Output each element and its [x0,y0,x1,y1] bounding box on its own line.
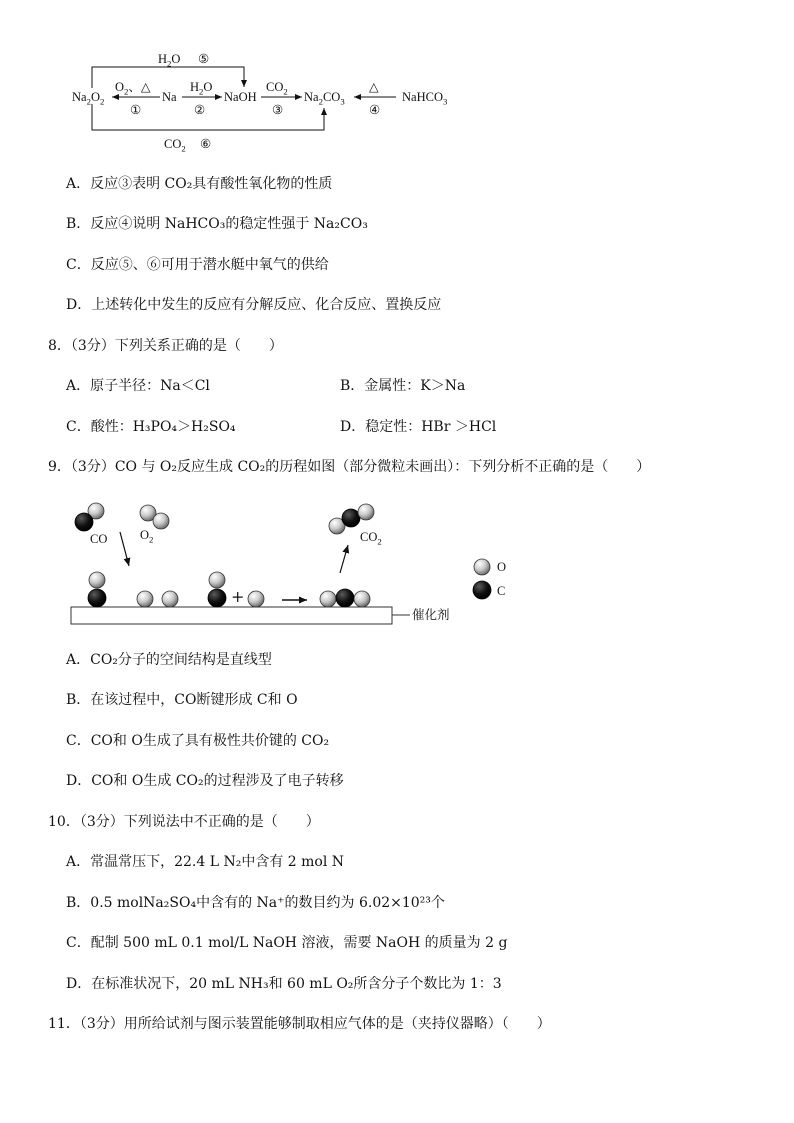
atom-o [137,591,153,607]
atom-c [208,589,226,607]
legend-c-label: C [497,584,506,598]
atom-o [354,591,370,607]
desorption-arrow [340,545,348,573]
atom-o [153,513,169,529]
q9-option-c: C．CO和 O生成了具有极性共价键的 CO₂ [66,733,330,749]
atom-c [336,589,354,607]
adsorption-arrow [120,532,129,566]
node-na2o2: $Na_2O_2$ [72,90,105,107]
label-r1-cond: $O_2$、△ [115,80,151,97]
catalyst-surface [71,607,392,624]
legend-c-swatch [473,581,491,599]
q7-option-b: B．反应④说明 NaHCO₃的稳定性强于 Na₂CO₃ [66,216,368,232]
atom-o [358,504,374,520]
atom-c [342,509,360,527]
label-r1-num: ① [130,103,142,117]
node-nahco3: NaHCO$_3$ [402,90,448,107]
label-catalyst: 催化剂 [412,607,450,622]
label-top-reagent: $H_2O$ [158,52,181,69]
atom-o [209,572,225,588]
q10-option-d: D．在标准状况下，20 mL NH₃和 60 mL O₂所含分子个数比为 1：3 [66,976,502,992]
q7-option-d: D．上述转化中发生的反应有分解反应、化合反应、置换反应 [66,297,442,313]
atom-c [75,513,93,531]
q7-option-c: C．反应⑤、⑥可用于潜水艇中氧气的供给 [66,257,329,273]
label-r4-num: ④ [369,103,381,117]
label-co2: $CO_2$ [360,530,382,547]
node-naoh: NaOH [224,90,257,104]
q9-option-d: D．CO和 O生成 CO₂的过程涉及了电子转移 [66,773,344,789]
q9-option-b: B．在该过程中，CO断键形成 C和 O [66,692,298,708]
label-top-num: ⑤ [198,52,210,66]
label-r4-cond: △ [369,80,379,94]
atom-o [162,591,178,607]
label-co: CO [90,532,108,546]
label-bottom-num: ⑥ [200,137,212,151]
atom-o [89,572,105,588]
q8-stem: 8．（3分）下列关系正确的是（ ） [48,338,283,354]
q10-option-a: A．常温常压下，22.4 L N₂中含有 2 mol N [66,854,345,870]
atom-o [248,591,264,607]
label-o2: $O_2$ [140,528,154,545]
q10-option-c: C．配制 500 mL 0.1 mol/L NaOH 溶液，需要 NaOH 的质量为 2 g [66,935,508,951]
label-r3-num: ③ [272,103,284,117]
atom-c [88,589,106,607]
plus-sign: + [231,587,245,606]
q10-option-b: B．0.5 molNa₂SO₄中含有的 Na⁺的数目约为 6.02×10²³个 [66,895,445,911]
q8-option-b: B．金属性：K＞Na [340,378,466,394]
label-r2-cond: $H_2O$ [190,80,213,97]
q8-option-d: D．稳定性：HBr ＞HCl [340,419,497,435]
legend-o-swatch [474,559,490,575]
label-r2-num: ② [194,103,206,117]
atom-o [320,591,336,607]
q8-option-c: C．酸性：H₃PO₄＞H₂SO₄ [66,419,236,435]
q10-stem: 10．（3分）下列说法中不正确的是（ ） [48,814,320,830]
q8-option-a: A．原子半径：Na＜Cl [66,378,210,394]
node-na: Na [162,90,177,104]
q7-option-a: A．反应③表明 CO₂具有酸性氧化物的性质 [66,176,333,192]
label-r3-cond: $CO_2$ [266,80,288,97]
node-na2co3: $Na_2CO_3$ [304,90,345,107]
q9-option-a: A．CO₂分子的空间结构是直线型 [66,652,272,668]
q11-stem: 11．（3分）用所给试剂与图示装置能够制取相应气体的是（夹持仪器略）（ ） [48,1016,551,1032]
q9-stem: 9．（3分）CO 与 O₂反应生成 CO₂的历程如图（部分微粒未画出）：下列分析不正确的是（ ） [48,459,651,475]
legend-o-label: O [497,560,507,574]
label-bottom-reagent: $CO_2$ [164,137,186,154]
